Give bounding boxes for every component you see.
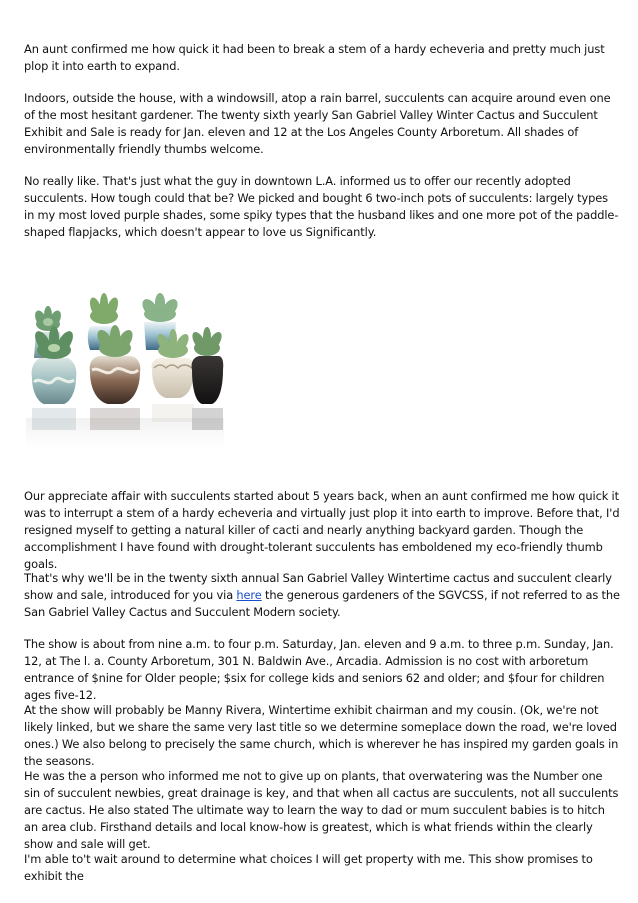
succulent-pots-photo (26, 286, 224, 448)
here-link[interactable]: here (236, 588, 262, 602)
paragraph-3: No really like. That's just what the guy in downtown L.A. informed us to offer our recently adopted succulents. How tough could that be? We picked and bought 6 two-inch pots of succulents: largely types in my most loved purple shades, some spiky types that the husband likes and one more pot of the paddle-shaped flapjacks, which doesn't appear to love us Significantly. (24, 174, 619, 239)
paragraph-4: Our appreciate affair with succulents started about 5 years back, when an aunt confirmed me how quick it was to interrupt a stem of a hardy echeveria and virtually just plop it into earth to improve. Before that, I'd resigned myself to getting a natural killer of cacti and nearly anything backyard garden. Though the accomplishment I have found with drought-tolerant succulents has emboldened my eco-friendly thumb goals. (24, 489, 620, 571)
paragraph-8: He was the a person who informed me not to give up on plants, that overwatering was the Number one sin of succulent newbies, great drainage is key, and that when all cactus are succulents, not all succulents are cactus. He also stated The ultimate way to learn the way to dad or mum succulent babies is to hitch an area club. Firsthand details and local know-how is greatest, which is what friends within the clearly show and sale will get. (24, 769, 619, 851)
paragraph-6: The show is about from nine a.m. to four p.m. Saturday, Jan. eleven and 9 a.m. to three p.m. Sunday, Jan. 12, at The l. a. County Arboretum, 301 N. Baldwin Ave., Arcadia. Admission is no cost with arboretum entrance of $nine for Older people; $six for college kids and seniors 62 and older; and $four for children ages five-12. (24, 637, 614, 702)
paragraph-5-text-after: the generous gardeners of the SGVCSS, if not referred to as the San Gabriel Valley Cactus and Succulent Modern society. (24, 588, 620, 619)
paragraph-1: An aunt confirmed me how quick it had been to break a stem of a hardy echeveria and pretty much just plop it into earth to expand. (24, 42, 605, 73)
paragraph-9: I'm able to't wait around to determine what choices I will get property with me. This show promises to exhibit the (24, 852, 593, 883)
paragraph-5-text-before: That's why we'll be in the twenty sixth annual San Gabriel Valley Wintertime cactus and succulent clearly show and sale, introduced for you via (24, 571, 612, 602)
paragraph-5 (24, 570, 620, 621)
paragraph-7: At the show will probably be Manny Rivera, Wintertime exhibit chairman and my cousin. (Ok, we're not likely linked, but we share the same very last title so we determine someplace down the road, we're loved ones.) We also belong to precisely the same church, which is wherever he has inspired my garden goals in the seasons. (24, 703, 619, 768)
paragraph-2: Indoors, outside the house, with a windowsill, atop a rain barrel, succulents can acquire around even one of the most hesitant gardener. The twenty sixth yearly San Gabriel Valley Winter Cactus and Succulent Exhibit and Sale is ready for Jan. eleven and 12 at the Los Angeles County Arboretum. All shades of environmentally friendly thumbs welcome. (24, 91, 611, 156)
